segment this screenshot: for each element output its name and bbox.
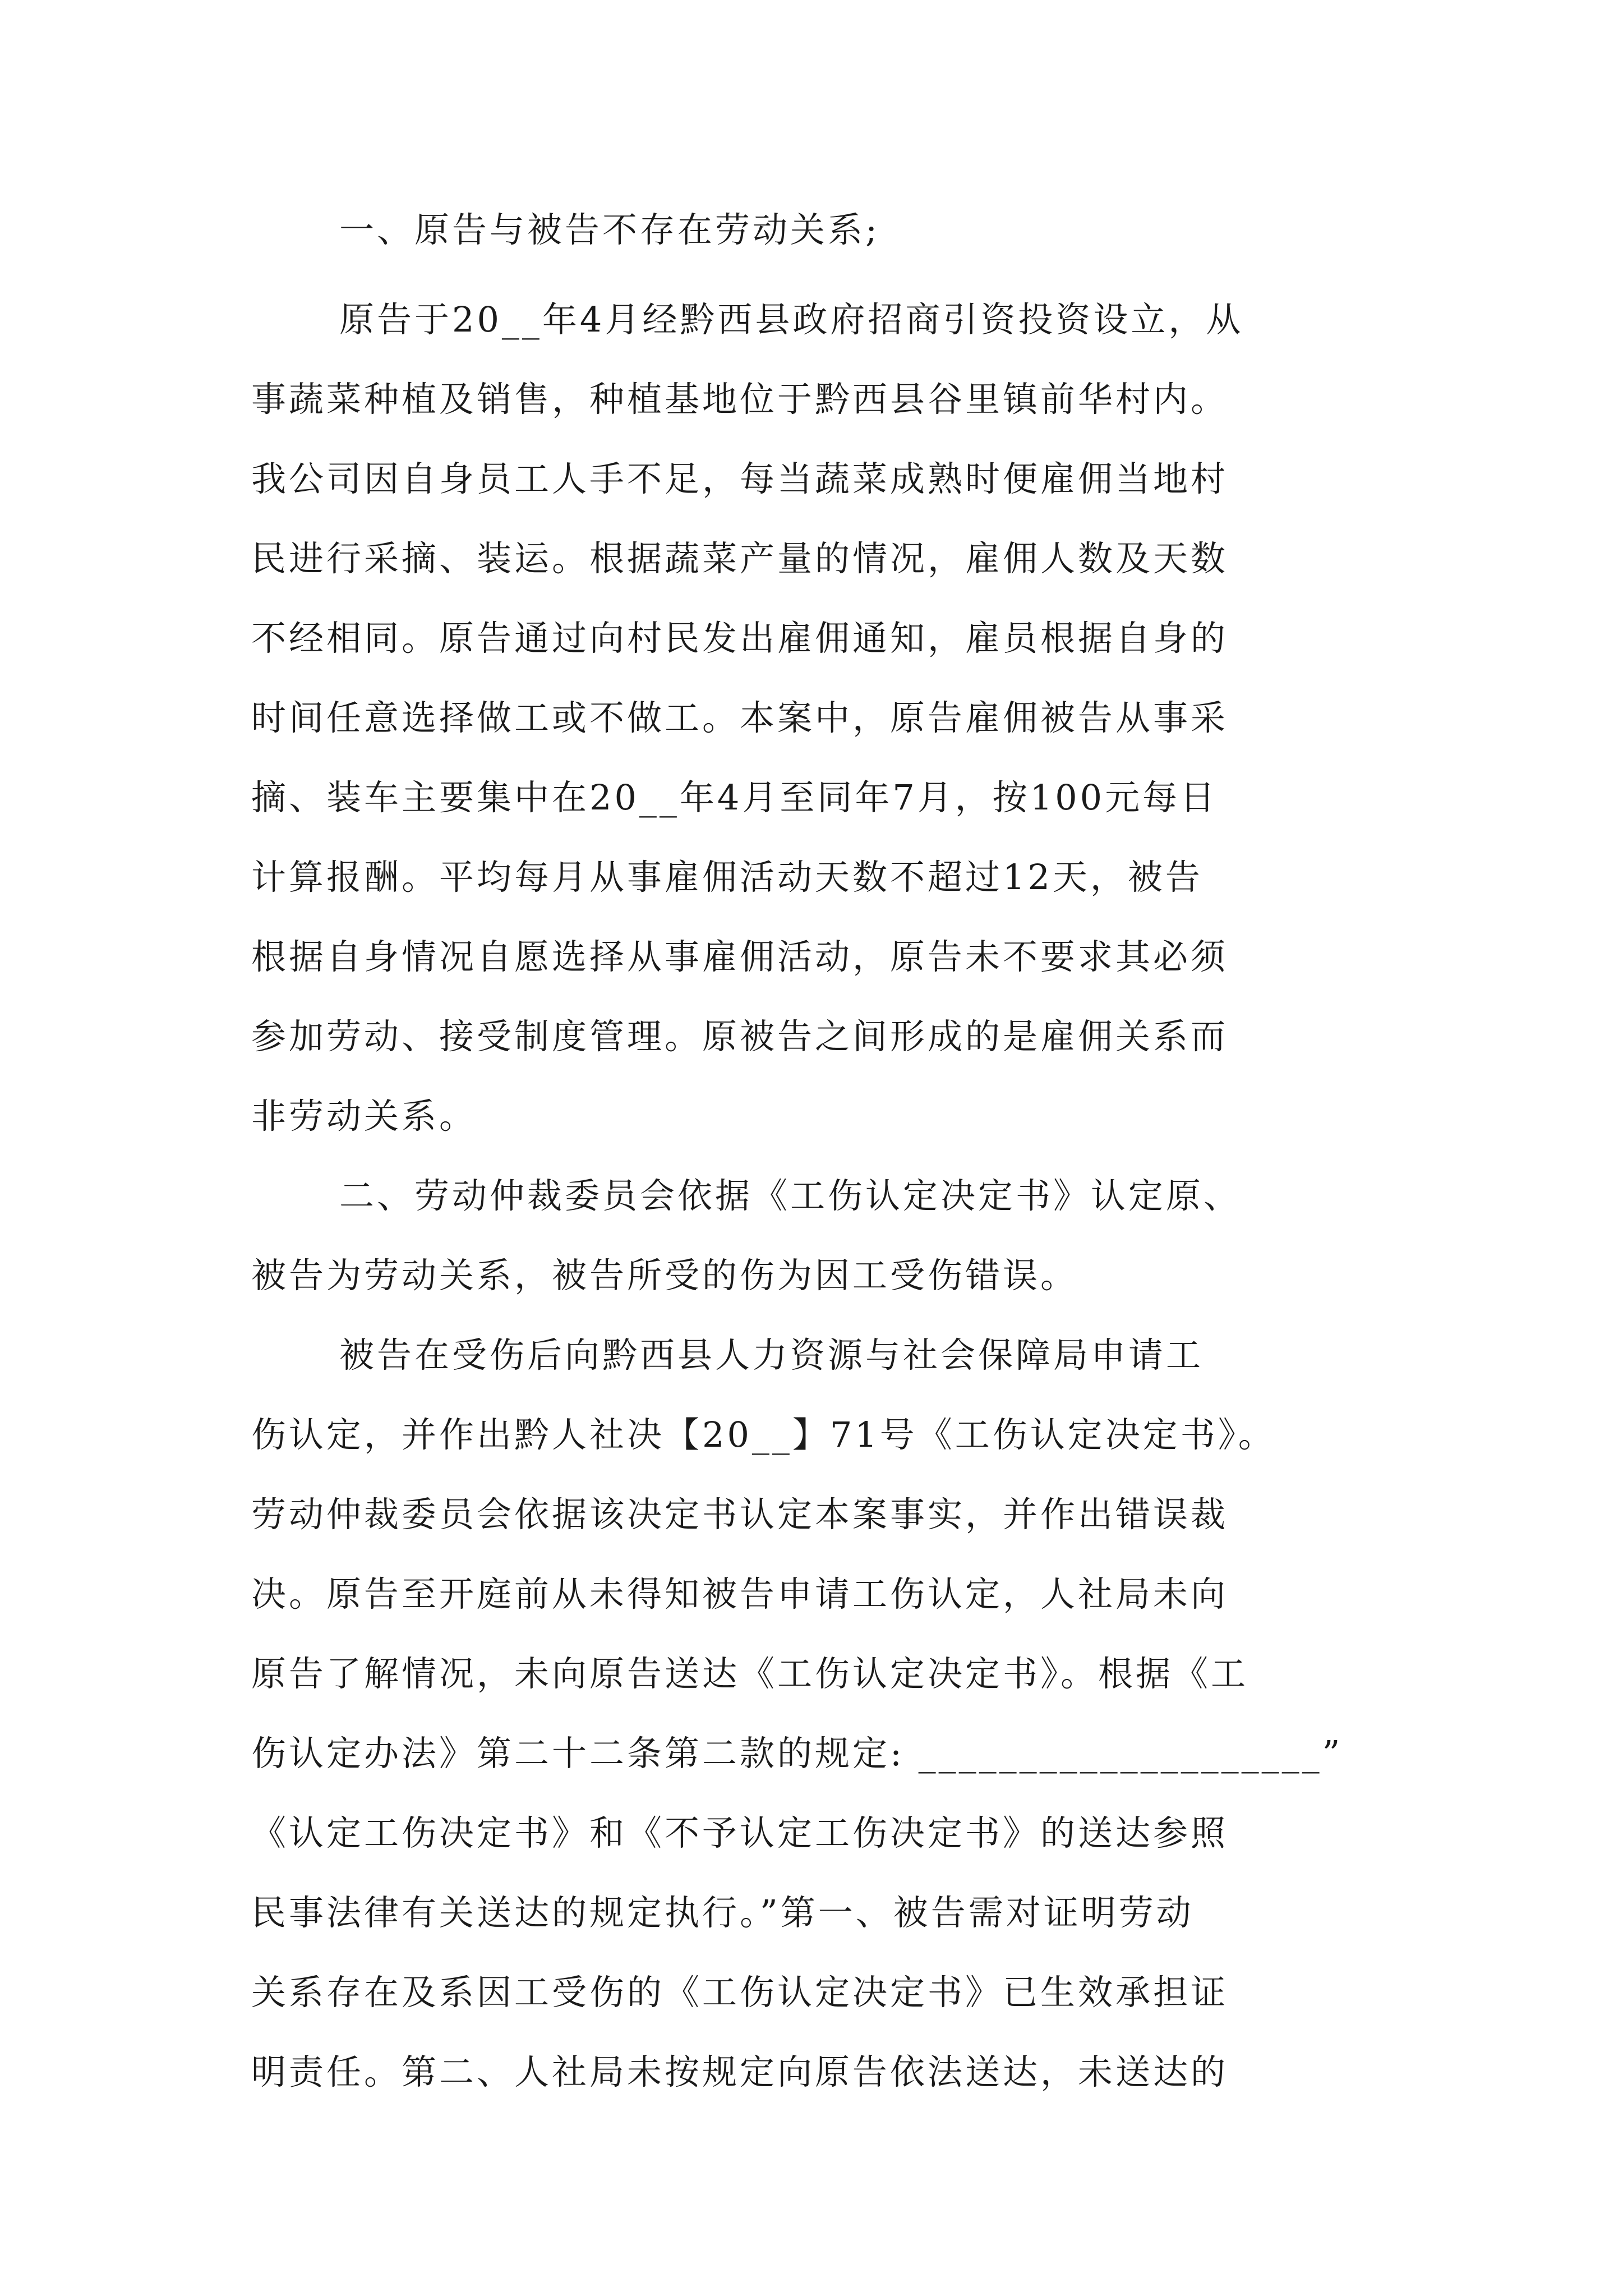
paragraph-3-heading-line-2: 被告为劳动关系，被告所受的伤为因工受伤错误。 [251,1255,1078,1296]
paragraph-2-line-1: 原告于20__年4月经黔西县政府招商引资投资设立，从 [339,299,1244,340]
paragraph-4-line-10: 明责任。第二、人社局未按规定向原告依法送达，未送达的 [251,2051,1229,2092]
paragraph-2-line-6: 时间任意选择做工或不做工。本案中，原告雇佣被告从事采 [251,697,1229,738]
paragraph-2-line-8: 计算报酬。平均每月从事雇佣活动天数不超过12天，被告 [251,857,1203,898]
paragraph-2-line-5: 不经相同。原告通过向村民发出雇佣通知，雇员根据自身的 [251,618,1229,659]
paragraph-4-line-4: 决。原告至开庭前从未得知被告申请工伤认定，人社局未向 [251,1573,1229,1614]
paragraph-2-line-10: 参加劳动、接受制度管理。原被告之间形成的是雇佣关系而 [251,1016,1229,1057]
paragraph-4-line-8: 民事法律有关送达的规定执行。”第一、被告需对证明劳动 [251,1892,1194,1933]
paragraph-4-line-6: 伤认定办法》第二十二条第二款的规定: ____________________” [251,1733,1343,1774]
paragraph-4-line-5: 原告了解情况，未向原告送达《工伤认定决定书》。根据《工 [251,1653,1249,1694]
paragraph-3-heading-line-1: 二、劳动仲裁委员会依据《工伤认定决定书》认定原、 [339,1175,1242,1216]
paragraph-2-line-7: 摘、装车主要集中在20__年4月至同年7月，按100元每日 [251,777,1218,818]
paragraph-4-line-2: 伤认定，并作出黔人社决【20__】71号《工伤认定决定书》。 [251,1414,1276,1455]
paragraph-2-line-4: 民进行采摘、装运。根据蔬菜产量的情况，雇佣人数及天数 [251,538,1229,579]
paragraph-4-line-7: 《认定工伤决定书》和《不予认定工伤决定书》的送达参照 [251,1812,1229,1853]
paragraph-4-line-3: 劳动仲裁委员会依据该决定书认定本案事实，并作出错误裁 [251,1494,1229,1535]
paragraph-1-heading: 一、原告与被告不存在劳动关系; [339,209,880,250]
paragraph-2-line-9: 根据自身情况自愿选择从事雇佣活动，原告未不要求其必须 [251,936,1229,977]
paragraph-2-line-11: 非劳动关系。 [251,1096,477,1137]
paragraph-4-line-9: 关系存在及系因工受伤的《工伤认定决定书》已生效承担证 [251,1972,1229,2013]
paragraph-4-line-1: 被告在受伤后向黔西县人力资源与社会保障局申请工 [339,1335,1204,1375]
paragraph-2-line-2: 事蔬菜种植及销售，种植基地位于黔西县谷里镇前华村内。 [251,379,1229,420]
paragraph-2-line-3: 我公司因自身员工人手不足，每当蔬菜成熟时便雇佣当地村 [251,458,1229,499]
